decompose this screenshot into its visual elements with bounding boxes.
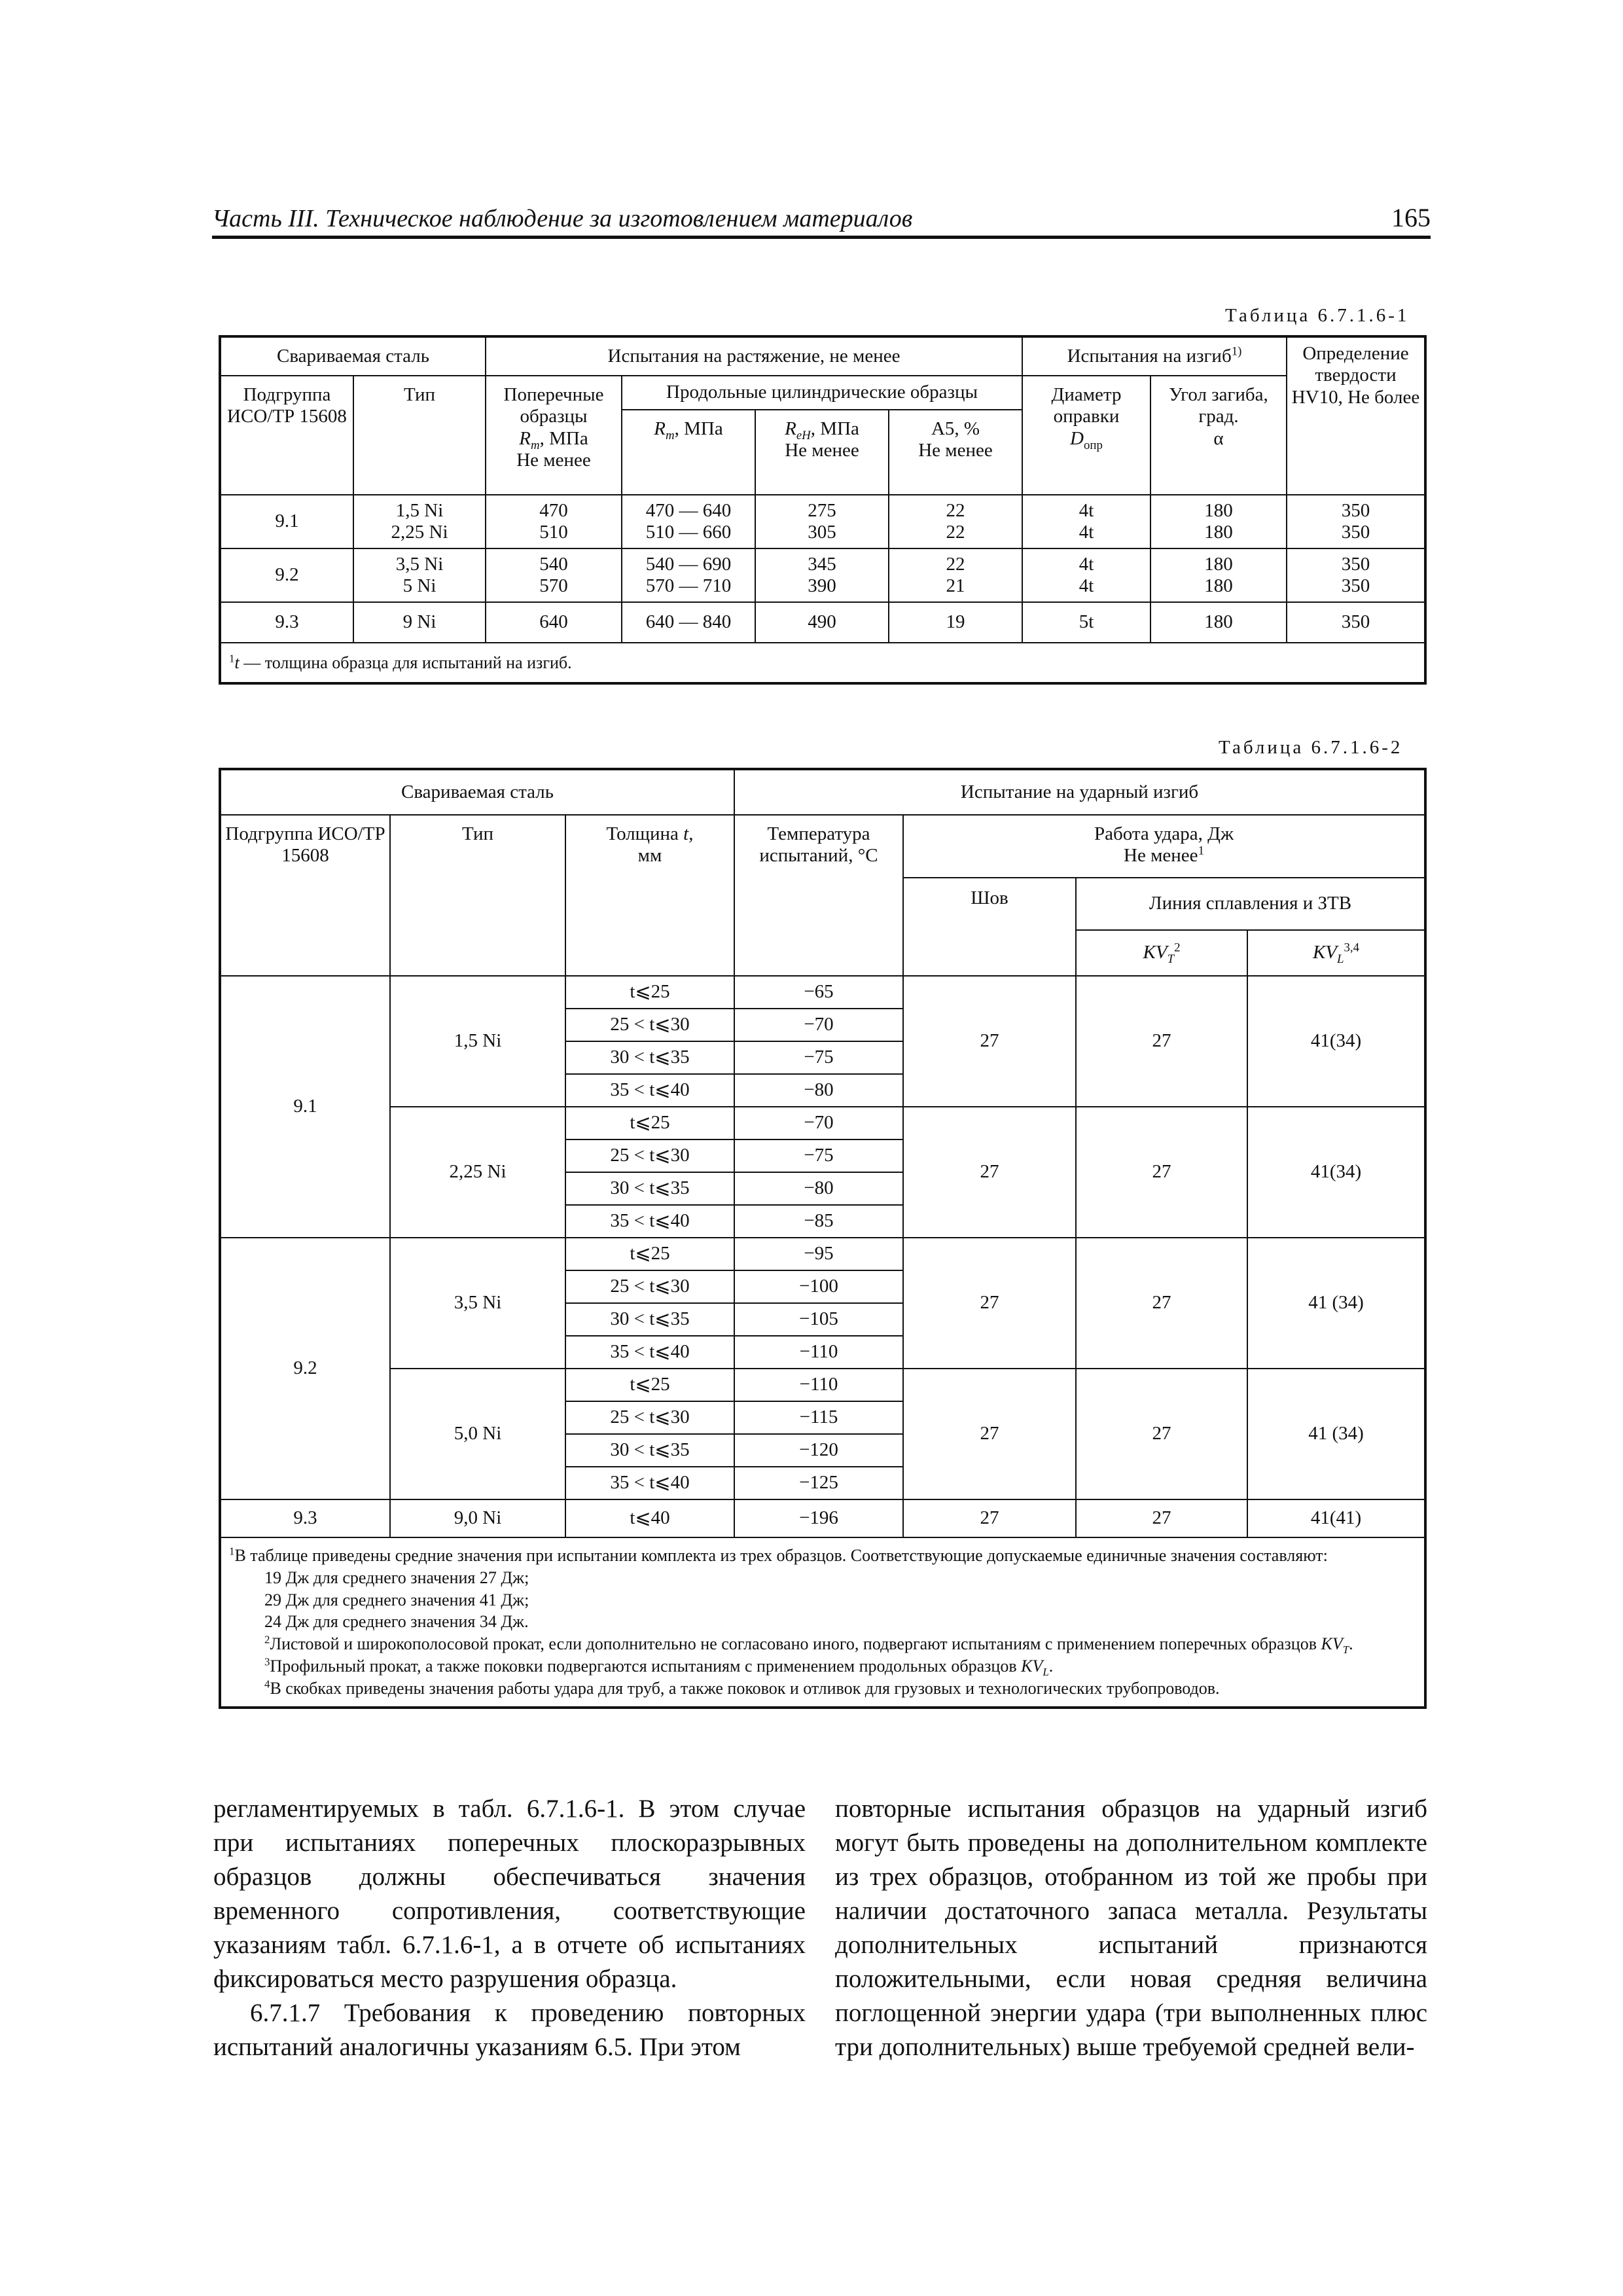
t2-kvl: 41(41): [1247, 1499, 1425, 1537]
t2-temperature: −95: [734, 1238, 903, 1270]
t2-thickness: 30 < t⩽35: [565, 1172, 734, 1205]
t1-reh: 345 390: [755, 548, 889, 602]
table-row: [220, 1369, 1425, 1401]
table-row: [220, 1107, 1425, 1139]
t1-footnote: $^1$t — толщина образца для испытаний на изгиб.: [220, 643, 1425, 683]
t2-notes: [220, 1537, 1425, 1708]
t2-header-steel: Свариваемая сталь: [220, 769, 734, 815]
t2-kvl: 41 (34): [1247, 1369, 1425, 1499]
t2-note-1c: 24 Дж для среднего значения 34 Дж.: [264, 1612, 529, 1632]
t1-header-transverse: Поперечные образцы $R_m$, МПа Не менее: [486, 376, 622, 495]
t2-kvt: 27: [1076, 1107, 1247, 1238]
t2-header-work: Работа удара, Дж Не менее$^1$: [903, 815, 1425, 878]
t2-group: 9.2: [220, 1238, 390, 1499]
t2-note-4: $^4$В скобках приведены значения работы удара для труб, а также поковок и отливок для грузовых и технологических трубопроводов.: [264, 1677, 1220, 1698]
t2-thickness: t⩽25: [565, 1238, 734, 1270]
t2-temperature: −80: [734, 1074, 903, 1107]
t2-temperature: −75: [734, 1041, 903, 1074]
t1-angle: 180: [1150, 602, 1287, 643]
body-left-paragraph-2: 6.7.1.7 Требования к проведению повторных испытаний аналогичны указаниям 6.5. При этом: [213, 1999, 806, 2061]
t1-diameter: 4t 4t: [1022, 548, 1150, 602]
table-row: [220, 495, 1425, 548]
t2-thickness: t⩽40: [565, 1499, 734, 1537]
t2-header-kvl: $KV_L^{3,4}$: [1247, 930, 1425, 976]
table-row: [220, 548, 1425, 602]
t2-kvt: 27: [1076, 1238, 1247, 1369]
t2-note-1: $^1$В таблице приведены средние значения при испытании комплекта из трех образцов. Соответствующие допускаемые единичные значения составляют:: [229, 1545, 1328, 1565]
page-number: 165: [1391, 203, 1431, 232]
t2-weld: 27: [903, 976, 1076, 1107]
t2-temperature: −70: [734, 1009, 903, 1041]
table-row: [220, 602, 1425, 643]
t2-type: 1,5 Ni: [390, 976, 565, 1107]
t1-group: 9.2: [220, 548, 353, 602]
t2-thickness: 35 < t⩽40: [565, 1336, 734, 1369]
t1-type: 3,5 Ni 5 Ni: [353, 548, 486, 602]
t1-transverse: 540 570: [486, 548, 622, 602]
t1-header-diameter: Диаметр оправки $D_{опр}$: [1022, 376, 1150, 495]
body-left-column: [213, 1792, 806, 2064]
t2-thickness: 35 < t⩽40: [565, 1467, 734, 1499]
t2-weld: 27: [903, 1369, 1076, 1499]
t2-header-impact: Испытание на ударный изгиб: [734, 769, 1425, 815]
t1-transverse: 640: [486, 602, 622, 643]
t2-header-subgroup: Подгруппа ИСО/ТР 15608: [220, 815, 390, 976]
t1-transverse: 470 510: [486, 495, 622, 548]
t1-header-reh: $R_{eH}$, МПа Не менее: [755, 410, 889, 495]
t2-kvl: 41(34): [1247, 1107, 1425, 1238]
t2-thickness: t⩽25: [565, 1107, 734, 1139]
t1-hardness: 350 350: [1287, 548, 1425, 602]
t2-weld: 27: [903, 1499, 1076, 1537]
t1-reh: 275 305: [755, 495, 889, 548]
t2-note-2: $^2$Листовой и широкополосовой прокат, если дополнительно не согласовано иного, подвергают испытаниям с применением поперечных образцов $KV_T$.: [264, 1633, 1353, 1657]
t2-thickness: 25 < t⩽30: [565, 1009, 734, 1041]
body-left-paragraph-1: регламентируемых в табл. 6.7.1.6-1. В этом случае при испытаниях поперечных плоскоразрывных образцов должны обеспечиваться значения временного сопротивления, соответствующие указаниям табл. 6.7.1.6-1, а в отчете об испытаниях фиксироваться место разрушения образца.: [213, 1795, 806, 1993]
t1-a5: 22 22: [889, 495, 1022, 548]
t2-note-3: $^3$Профильный прокат, а также поковки подвергаются испытаниям с применением продольных образцов $KV_L$.: [264, 1655, 1054, 1679]
t2-thickness: t⩽25: [565, 1369, 734, 1401]
t2-kvt: 27: [1076, 1499, 1247, 1537]
t2-temperature: −115: [734, 1401, 903, 1434]
t1-header-tension: Испытания на растяжение, не менее: [486, 336, 1022, 376]
t2-kvt: 27: [1076, 1369, 1247, 1499]
t1-a5: 22 21: [889, 548, 1022, 602]
t2-weld: 27: [903, 1238, 1076, 1369]
t2-type: 5,0 Ni: [390, 1369, 565, 1499]
page-header: [212, 196, 1431, 239]
t2-type: 9,0 Ni: [390, 1499, 565, 1537]
table-row: [220, 1499, 1425, 1537]
body-right-paragraph-1: повторные испытания образцов на ударный изгиб могут быть проведены на дополнительном комплекте из трех образцов, отобранном из той же пробы при наличии достаточного запаса металла. Результаты дополнительных испытаний признаются положительными, если новая средняя величина поглощенной энергии удара (три выполненных плюс три дополнительных) выше требуемой средней вели-: [835, 1795, 1427, 2061]
table-row: [220, 1238, 1425, 1270]
t2-temperature: −120: [734, 1434, 903, 1467]
t1-rm: 540 — 690 570 — 710: [622, 548, 755, 602]
t2-type: 2,25 Ni: [390, 1107, 565, 1238]
t2-thickness: 35 < t⩽40: [565, 1205, 734, 1238]
t2-note-1a: 19 Дж для среднего значения 27 Дж;: [264, 1568, 529, 1587]
t1-angle: 180 180: [1150, 495, 1287, 548]
t2-temperature: −125: [734, 1467, 903, 1499]
t2-temperature: −110: [734, 1336, 903, 1369]
t2-group: 9.1: [220, 976, 390, 1238]
table2-caption: Таблица 6.7.1.6-2: [1219, 737, 1403, 758]
t1-type: 9 Ni: [353, 602, 486, 643]
t2-thickness: 25 < t⩽30: [565, 1401, 734, 1434]
t2-thickness: 25 < t⩽30: [565, 1270, 734, 1303]
t1-diameter: 5t: [1022, 602, 1150, 643]
t1-header-steel: Свариваемая сталь: [220, 336, 486, 376]
t2-thickness: t⩽25: [565, 976, 734, 1009]
t1-diameter: 4t 4t: [1022, 495, 1150, 548]
t2-kvl: 41(34): [1247, 976, 1425, 1107]
t1-header-bend: Испытания на изгиб$^{1)}$: [1022, 336, 1287, 376]
t2-temperature: −110: [734, 1369, 903, 1401]
running-title: Часть III. Техническое наблюдение за изготовлением материалов: [212, 205, 913, 232]
t2-header-temperature: Температура испытаний, °С: [734, 815, 903, 976]
t1-type: 1,5 Ni 2,25 Ni: [353, 495, 486, 548]
t2-header-fusion: Линия сплавления и ЗТВ: [1076, 878, 1425, 930]
t2-header-kvt: $KV_T^2$: [1076, 930, 1247, 976]
t2-temperature: −196: [734, 1499, 903, 1537]
t2-group: 9.3: [220, 1499, 390, 1537]
t1-hardness: 350: [1287, 602, 1425, 643]
t2-temperature: −105: [734, 1303, 903, 1336]
t2-temperature: −80: [734, 1172, 903, 1205]
t2-type: 3,5 Ni: [390, 1238, 565, 1369]
t2-note-1b: 29 Дж для среднего значения 41 Дж;: [264, 1590, 529, 1609]
t1-header-longitudinal: Продольные цилиндрические образцы: [622, 376, 1022, 410]
t1-header-rm: $R_m$, МПа: [622, 410, 755, 495]
t2-thickness: 25 < t⩽30: [565, 1139, 734, 1172]
t1-hardness: 350 350: [1287, 495, 1425, 548]
t1-reh: 490: [755, 602, 889, 643]
t1-header-type: Тип: [353, 376, 486, 495]
t2-weld: 27: [903, 1107, 1076, 1238]
t1-header-hardness: Определение твердости HV10, Не более: [1287, 336, 1425, 495]
t2-thickness: 30 < t⩽35: [565, 1041, 734, 1074]
table-row: [220, 976, 1425, 1009]
t2-kvl: 41 (34): [1247, 1238, 1425, 1369]
t1-angle: 180 180: [1150, 548, 1287, 602]
t1-header-a5: A5, % Не менее: [889, 410, 1022, 495]
table-6-7-1-6-1: [219, 335, 1427, 685]
t2-temperature: −65: [734, 976, 903, 1009]
t2-kvt: 27: [1076, 976, 1247, 1107]
t2-thickness: 30 < t⩽35: [565, 1303, 734, 1336]
t1-rm: 470 — 640 510 — 660: [622, 495, 755, 548]
t1-rm: 640 — 840: [622, 602, 755, 643]
t2-temperature: −100: [734, 1270, 903, 1303]
t1-a5: 19: [889, 602, 1022, 643]
t1-header-subgroup: Подгруппа ИСО/ТР 15608: [220, 376, 353, 495]
table1-caption: Таблица 6.7.1.6-1: [1225, 305, 1410, 326]
t1-header-angle: Угол загиба, град. α: [1150, 376, 1287, 495]
t1-group: 9.3: [220, 602, 353, 643]
t2-header-thickness: Толщина t, мм: [565, 815, 734, 976]
t2-thickness: 30 < t⩽35: [565, 1434, 734, 1467]
t2-temperature: −70: [734, 1107, 903, 1139]
t1-group: 9.1: [220, 495, 353, 548]
t2-temperature: −75: [734, 1139, 903, 1172]
t2-temperature: −85: [734, 1205, 903, 1238]
body-right-column: [835, 1792, 1427, 2064]
t2-header-type: Тип: [390, 815, 565, 976]
t2-header-weld: Шов: [903, 878, 1076, 976]
t2-thickness: 35 < t⩽40: [565, 1074, 734, 1107]
table-6-7-1-6-2: [219, 768, 1427, 1709]
